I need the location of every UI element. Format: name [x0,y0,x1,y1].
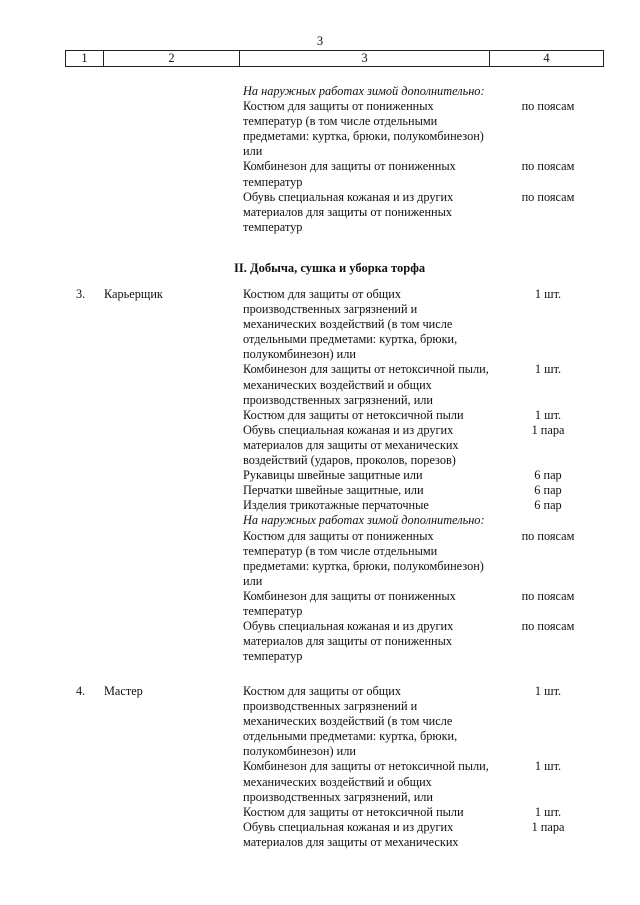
list-item: Костюм для защиты от нетоксичной пыли 1 шт. [243,408,493,423]
profession-name: Мастер [104,684,143,698]
column-header-2: 2 [104,51,240,67]
norm-value: 6 пар [534,483,562,498]
column-header-table [65,50,604,67]
entry-number: 3. [76,287,86,301]
list-item: Обувь специальная кожаная и из других материалов для защиты от механических 1 пара [243,820,493,850]
list-item: Костюм для защиты от пониженных температур (в том числе отдельными предметами: куртка, брюки, полукомбинезон) или по поясам [243,529,493,589]
norm-value: по поясам [521,528,575,543]
section-title: II. Добыча, сушка и уборка торфа [234,261,426,275]
list-item: Рукавицы швейные защитные или 6 пар [243,468,493,483]
list-item: Костюм для защиты от нетоксичной пыли 1 шт. [243,805,493,820]
list-item: Костюм для защиты от пониженных температур (в том числе отдельными предметами: куртка, брюки, полукомбинезон) или по поясам [243,99,493,159]
list-item: Комбинезон для защиты от нетоксичной пыли, механических воздействий и общих производственных загрязнений, или 1 шт. [243,759,493,804]
norm-value: 1 шт. [534,759,562,774]
continuation-block [0,84,640,235]
norm-value: 1 пара [531,422,565,437]
norm-value: 1 пара [531,819,565,834]
norm-value: по поясам [521,159,575,174]
entry-row [0,287,640,664]
norm-value: по поясам [521,619,575,634]
entry-number: 4. [76,684,86,698]
norm-value: 1 шт. [534,684,562,698]
list-item: Комбинезон для защиты от нетоксичной пыли, механических воздействий и общих производственных загрязнений, или 1 шт. [243,362,493,407]
entry-row [0,684,640,850]
list-item: Изделия трикотажные перчаточные 6 пар [243,498,493,513]
column-header-4: 4 [490,51,604,67]
norm-value: 1 шт. [534,362,562,377]
column-header-3: 3 [240,51,490,67]
page-number: 3 [316,34,324,48]
list-item-note: На наружных работах зимой дополнительно: [243,513,485,528]
norm-value: по поясам [521,99,575,114]
list-item: Обувь специальная кожаная и из других материалов для защиты от пониженных температур по поясам [243,190,493,235]
list-item: Перчатки швейные защитные, или 6 пар [243,483,493,498]
list-item: Костюм для защиты от общих производственных загрязнений и механических воздействий (в том числе отдельными предметами: куртка, брюки, полукомбинезон) или 1 шт. [243,684,493,759]
section-title-block [0,261,640,276]
list-item: Костюм для защиты от общих производственных загрязнений и механических воздействий (в том числе отдельными предметами: куртка, брюки, полукомбинезон) или 1 шт. [243,287,493,362]
column-header-1: 1 [66,51,104,67]
norm-value: 1 шт. [534,407,562,422]
norm-value: 1 шт. [534,804,562,819]
list-item: Комбинезон для защиты от пониженных температур по поясам [243,589,493,619]
norm-value: по поясам [521,588,575,603]
norm-value: 1 шт. [534,287,562,301]
norm-value: 6 пар [534,498,562,513]
list-item: Обувь специальная кожаная и из других материалов для защиты от пониженных температур по поясам [243,619,493,664]
norm-value: по поясам [521,189,575,204]
list-item: Обувь специальная кожаная и из других материалов для защиты от механических воздействий (ударов, проколов, порезов) 1 пара [243,423,493,468]
list-item: Комбинезон для защиты от пониженных температур по поясам [243,159,493,189]
column-header-row [66,51,604,67]
norm-value: 6 пар [534,468,562,483]
profession-name: Карьерщик [104,287,163,301]
list-item-note: На наружных работах зимой дополнительно: [243,84,485,98]
